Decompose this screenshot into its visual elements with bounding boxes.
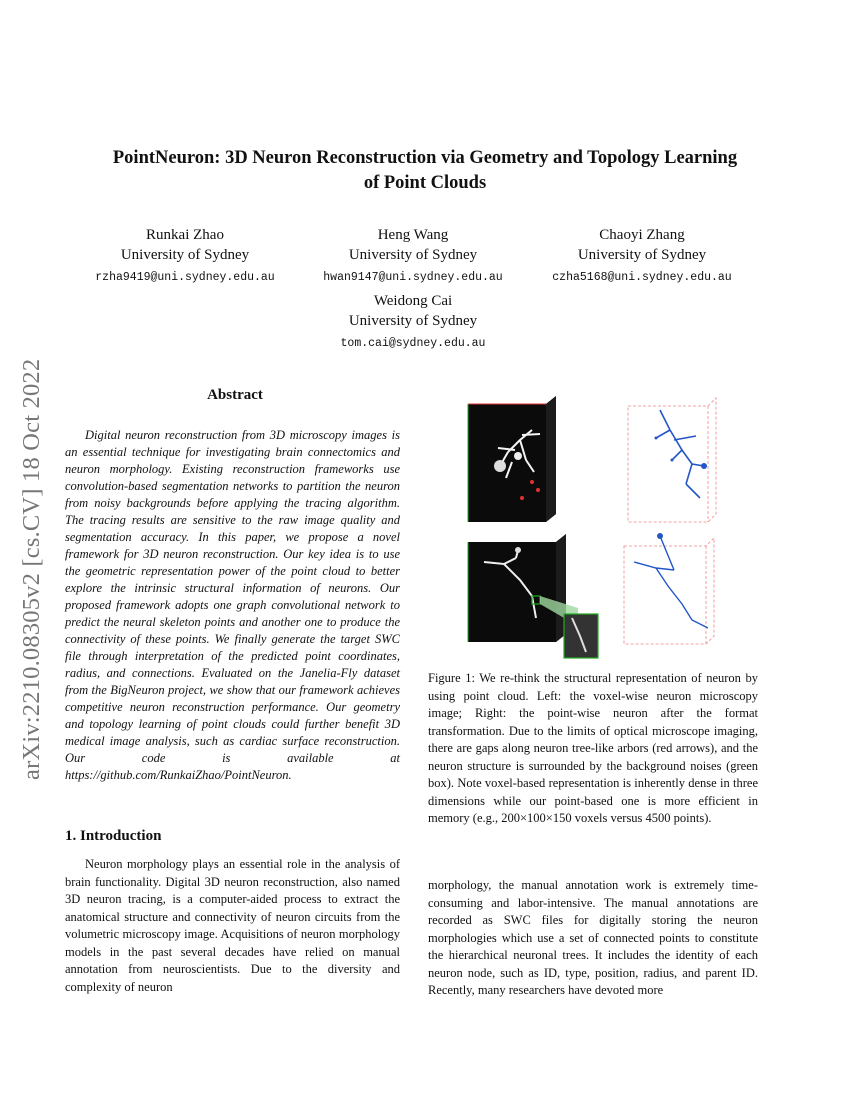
author-block-3 — [537, 226, 747, 288]
author-name: Heng Wang — [377, 227, 449, 243]
intro-paragraph-right: morphology, the manual annotation work is extremely time-consuming and labor-intensive. The manual annotations are recorded as SWC files for digitally storing the neuron morphologies which use a set of connected points to constitute the hierarchical neuronal trees. It includes the identity of each neuron node, such as ID, type, position, radius, and parent ID. Recently, many researchers have devoted more — [428, 878, 758, 997]
title-line-2: of Point Clouds — [363, 173, 487, 193]
paper-title — [60, 146, 790, 196]
voxel-volume-top — [468, 396, 556, 522]
author-block-2 — [308, 226, 518, 288]
author-affiliation: University of Sydney — [120, 246, 250, 263]
author-name: Weidong Cai — [373, 293, 453, 309]
figure-1-caption: Figure 1: We re-think the structural representation of neuron by using point cloud. Left: the voxel-wise neuron microscopy image; Right: the point-wise neuron after the format transformation. Due to the limits of optical microscope imaging, there are gaps along neuron tree-like arbors (red arrows), and the neuron structure is surrounded by the background noises (green box). Note voxel-based representation is inherently dense in three dimensions while our point-based one is more efficient in memory (e.g., 200×100×150 voxels versus 4500 points). — [428, 671, 758, 825]
point-cloud-bottom — [624, 533, 714, 644]
intro-paragraph-left: Neuron morphology plays an essential role in the analysis of brain functionality. Digital 3D neuron reconstruction, also named 3D neuron tracing, is a computer-aided process to extract the anatomical structure and connectivity of neuron circuits from the volumetric microscopy image. Acquisitions of neuron morphology models in the past several decades have relied on manual annotation from neuroscientists. Due to the diversity and complexity of neuron — [65, 857, 400, 994]
abstract-text: Digital neuron reconstruction from 3D microscopy images is an essential technique for investigating brain connectomics and neuron morphology. Existing reconstruction frameworks use convolution-based segmentation networks to partition the neuron from noisy backgrounds before applying the tracing algorithm. The tracing results are sensitive to the raw image quality and segmentation accuracy. In this paper, we propose a novel framework for 3D neuron reconstruction. Our key idea is to use the geometric representation power of the point cloud to better explore the intrinsic structural information of neurons. Our proposed framework adopts one graph convolutional network to predict the neural skeleton points and another one to produce the connectivity of these points. We finally generate the target SWC file through interpretation of the predicted point coordinates, radius, and connections. Evaluated on the Janelia-Fly dataset from the BigNeuron project, we show that our framework achieves competitive neuron reconstruction performance. Our geometry and topology learning of point clouds could further benefit 3D medical image analysis, such as cardiac surface reconstruction. Our code is available at https://github.com/RunkaiZhao/PointNeuron. — [65, 428, 400, 782]
author-block-1 — [80, 226, 290, 288]
title-line-1: PointNeuron: 3D Neuron Reconstruction via Geometry and Topology Learning — [112, 148, 738, 168]
abstract-heading: Abstract — [207, 387, 263, 403]
author-affiliation: University of Sydney — [348, 312, 478, 329]
author-email: tom.cai@sydney.edu.au — [340, 337, 486, 350]
figure-1-graphic — [460, 390, 760, 660]
arxiv-side-label: arXiv:2210.08305v2 [cs.CV] 18 Oct 2022 — [18, 358, 45, 780]
author-email: czha5168@uni.sydney.edu.au — [552, 271, 732, 284]
author-name: Runkai Zhao — [146, 227, 224, 243]
author-email: rzha9419@uni.sydney.edu.au — [95, 271, 275, 284]
figure-1 — [460, 390, 760, 660]
author-name: Chaoyi Zhang — [599, 227, 685, 243]
point-cloud-top — [628, 398, 716, 522]
author-block-4 — [308, 292, 518, 354]
author-affiliation: University of Sydney — [577, 246, 707, 263]
author-email: hwan9147@uni.sydney.edu.au — [323, 271, 503, 284]
author-affiliation: University of Sydney — [348, 246, 478, 263]
voxel-volume-bottom — [468, 534, 598, 658]
section-heading-introduction: 1. Introduction — [65, 828, 162, 844]
